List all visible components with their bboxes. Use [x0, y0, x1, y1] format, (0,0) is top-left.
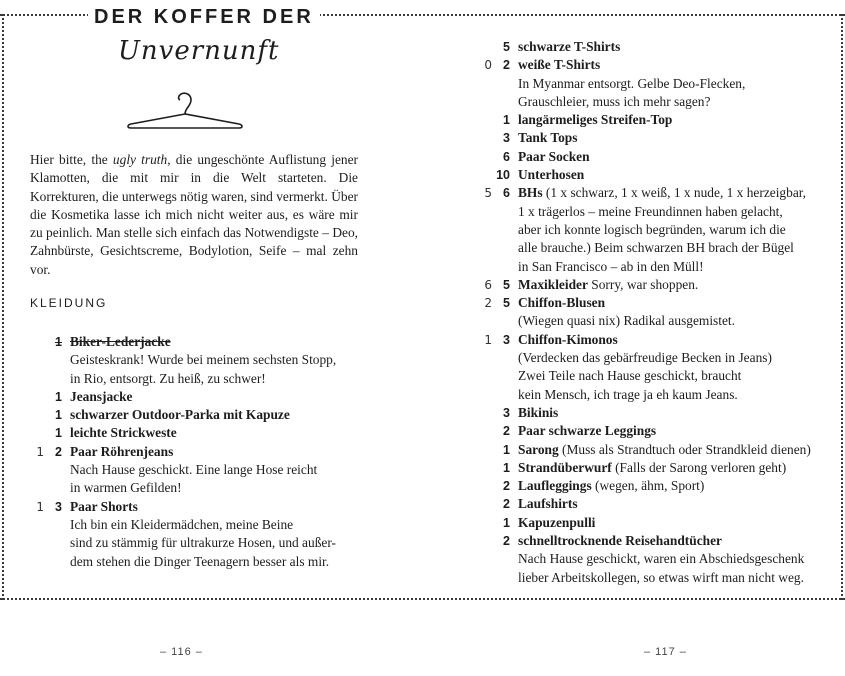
- list-item: [478, 422, 828, 440]
- list-item: [30, 443, 360, 461]
- item-name: Paar Shorts: [70, 498, 138, 514]
- item-name-wrapper: [518, 331, 618, 349]
- list-item: [30, 333, 360, 351]
- item-name-wrapper: [70, 443, 173, 461]
- item-name: Maxikleider: [518, 276, 588, 292]
- item-note-line: in warmen Gefilden!: [70, 480, 182, 496]
- item-note-line: Geisteskrank! Wurde bei meinem sechsten Stopp,: [70, 352, 337, 368]
- item-quantity: 1: [503, 442, 510, 457]
- list-item: [478, 495, 828, 513]
- list-item: [478, 459, 828, 477]
- item-name-wrapper: [70, 388, 132, 406]
- item-note-line: lieber Arbeitskollegen, so etwas wirft man nicht weg.: [518, 569, 804, 585]
- item-quantity: 1: [55, 408, 62, 423]
- list-item: [478, 532, 828, 550]
- item-name: Laufshirts: [518, 496, 578, 512]
- item-note-line: Nach Hause geschickt, waren ein Abschiedsgeschenk: [518, 551, 805, 567]
- list-item: [478, 166, 828, 184]
- item-comment: (1 x schwarz, 1 x weiß, 1 x nude, 1 x herzeigbar,: [542, 185, 807, 201]
- item-name: leichte Strickweste: [70, 425, 177, 441]
- item-quantity: 3: [503, 131, 510, 146]
- item-note-line: Zwei Teile nach Hause geschickt, braucht: [518, 368, 742, 384]
- item-quantity: 2: [503, 58, 510, 73]
- intro-text-a: Hier bitte, the: [30, 152, 113, 167]
- item-name: Chiffon-Kimonos: [518, 331, 618, 347]
- item-name: Unterhosen: [518, 167, 585, 183]
- dotted-frame-right: [841, 14, 843, 600]
- item-name-wrapper: [518, 422, 656, 440]
- item-name: Paar Röhrenjeans: [70, 443, 174, 459]
- item-name-wrapper: [518, 129, 577, 147]
- section-label: KLEIDUNG: [30, 296, 108, 310]
- page-number-right: – 117 –: [644, 646, 687, 658]
- handwritten-correction: 0: [484, 58, 492, 73]
- list-item: [478, 514, 828, 532]
- item-name: Biker-Lederjacke: [70, 334, 171, 349]
- item-name-wrapper: [518, 441, 811, 459]
- item-quantity: 1: [55, 426, 62, 441]
- item-name-wrapper: [518, 38, 620, 56]
- item-name-wrapper: [518, 184, 806, 202]
- item-note-line: dem stehen die Dinger Teenagern besser als mir.: [70, 553, 330, 569]
- list-item: [478, 129, 828, 147]
- handwritten-correction: 5: [484, 186, 492, 201]
- list-item: [30, 424, 360, 442]
- list-item: [478, 56, 828, 74]
- item-name: Sarong: [518, 441, 559, 457]
- item-name-wrapper: [518, 166, 584, 184]
- item-quantity: 2: [503, 534, 510, 549]
- item-name: Tank Tops: [518, 130, 578, 146]
- item-quantity: 2: [503, 479, 510, 494]
- hanger-icon: [125, 88, 245, 132]
- list-item: [478, 477, 828, 495]
- item-note-line: Nach Hause geschickt. Eine lange Hose reicht: [70, 462, 318, 478]
- item-note-line: (Verdecken das gebärfreudige Becken in Jeans): [518, 350, 772, 366]
- item-note-line: kein Mensch, ich trage ja eh kaum Jeans.: [518, 386, 738, 402]
- item-quantity: 1: [55, 389, 62, 404]
- intro-paragraph: [30, 151, 358, 279]
- item-name-wrapper: [518, 514, 595, 532]
- item-quantity: 2: [55, 444, 62, 459]
- item-comment: (Falls der Sarong verloren geht): [611, 459, 787, 475]
- left-clothing-list: [30, 333, 360, 571]
- list-item: [478, 111, 828, 129]
- item-note-line: in Rio, entsorgt. Zu heiß, zu schwer!: [70, 370, 266, 386]
- item-comment: (wegen, ähm, Sport): [591, 478, 705, 494]
- item-name: Laufleggings: [518, 478, 592, 494]
- item-name-wrapper: [518, 148, 590, 166]
- list-item: [478, 276, 828, 294]
- item-comment: Sorry, war shoppen.: [587, 276, 699, 292]
- item-name: Paar schwarze Leggings: [518, 423, 657, 439]
- item-quantity: 1: [503, 460, 510, 475]
- item-name-wrapper: [518, 404, 558, 422]
- item-name-wrapper: [518, 495, 578, 513]
- item-quantity: 6: [503, 186, 510, 201]
- intro-text-emphasis: ugly truth: [112, 152, 168, 167]
- item-name-wrapper: [518, 532, 722, 550]
- item-name: schwarzer Outdoor-Parka mit Kapuze: [70, 407, 290, 423]
- item-note-line: in San Francisco – ab in den Müll!: [518, 258, 704, 274]
- item-name: schnelltrocknende Reisehandtücher: [518, 533, 722, 549]
- item-note-line: aber ich konnte logisch begründen, warum ich die: [518, 221, 786, 237]
- item-name: Strandüberwurf: [518, 459, 612, 475]
- item-quantity: 5: [503, 40, 510, 54]
- item-name: Chiffon-Blusen: [518, 295, 606, 311]
- item-quantity: 1: [503, 113, 510, 128]
- item-note-line: (Wiegen quasi nix) Radikal ausgemistet.: [518, 313, 736, 329]
- item-comment: (Muss als Strandtuch oder Strandkleid dienen): [558, 441, 811, 457]
- item-name-wrapper: [70, 498, 138, 516]
- list-item: [478, 404, 828, 422]
- item-name-wrapper: [518, 56, 600, 74]
- item-quantity: 3: [503, 405, 510, 420]
- list-item: [30, 406, 360, 424]
- handwritten-correction: 2: [484, 296, 492, 311]
- item-name: langärmeliges Streifen-Top: [518, 112, 673, 128]
- intro-text-c: , die ungeschönte Auflistung jener Klamotten, die mit mir in die Welt starteten. Die Korrekturen, die unterwegs nötig waren, sind vermerkt. Über die Kosmetika lasse ich mich nicht weiter aus, es wäre mir zu peinlich. Man stelle sich einfach das Notwendigste – Deo, Zahnbürste, Gesichtscreme, Bodylotion, Seife – mal zehn vor.: [30, 152, 359, 277]
- item-quantity: 3: [503, 332, 510, 347]
- handwritten-correction: 1: [36, 499, 44, 514]
- item-name-wrapper: [518, 111, 672, 129]
- item-quantity: 5: [503, 296, 510, 311]
- list-item: [478, 331, 828, 349]
- item-quantity: 10: [496, 168, 510, 183]
- item-name: weiße T-Shirts: [518, 57, 601, 73]
- list-item: [478, 441, 828, 459]
- item-quantity: 1: [55, 335, 62, 349]
- item-name-wrapper: [70, 333, 171, 351]
- item-note-line: In Myanmar entsorgt. Gelbe Deo-Flecken,: [518, 75, 746, 91]
- title-line-2: Unvernunft: [118, 36, 280, 66]
- item-name: schwarze T-Shirts: [518, 39, 621, 54]
- list-item: [30, 388, 360, 406]
- right-clothing-list: [478, 38, 828, 587]
- item-name-wrapper: [518, 459, 786, 477]
- dotted-frame-bottom: [0, 598, 845, 600]
- dotted-frame-left: [2, 14, 4, 600]
- item-note-line: sind zu stämmig für ultrakurze Hosen, und außer-: [70, 535, 336, 551]
- handwritten-correction: 6: [484, 277, 492, 292]
- item-note-line: Grauschleier, muss ich mehr sagen?: [518, 93, 711, 109]
- item-name: Bikinis: [518, 404, 559, 420]
- list-item: [478, 294, 828, 312]
- item-name: BHs: [518, 185, 543, 201]
- item-name-wrapper: [518, 294, 605, 312]
- handwritten-correction: 1: [484, 332, 492, 347]
- item-quantity: 2: [503, 497, 510, 512]
- list-item: [30, 498, 360, 516]
- item-quantity: 2: [503, 424, 510, 439]
- item-name-wrapper: [70, 424, 177, 442]
- item-name: Kapuzenpulli: [518, 514, 596, 530]
- item-name-wrapper: [518, 477, 704, 495]
- item-quantity: 3: [55, 499, 62, 514]
- item-quantity: 5: [503, 277, 510, 292]
- item-name-wrapper: [70, 406, 290, 424]
- title-line-1: DER KOFFER DER: [88, 6, 320, 29]
- item-name-wrapper: [518, 276, 698, 294]
- item-quantity: 1: [503, 515, 510, 530]
- item-note-line: Ich bin ein Kleidermädchen, meine Beine: [70, 516, 294, 532]
- handwritten-correction: 1: [36, 444, 44, 459]
- item-name: Jeansjacke: [70, 388, 133, 404]
- list-item: [478, 148, 828, 166]
- list-item: [478, 38, 828, 56]
- list-item: [478, 184, 828, 202]
- item-note-line: 1 x trägerlos – meine Freundinnen haben gelacht,: [518, 203, 783, 219]
- item-note-line: alle brauche.) Beim schwarzen BH brach der Bügel: [518, 240, 794, 256]
- item-quantity: 6: [503, 149, 510, 164]
- item-name: Paar Socken: [518, 148, 590, 164]
- page-number-left: – 116 –: [160, 646, 203, 658]
